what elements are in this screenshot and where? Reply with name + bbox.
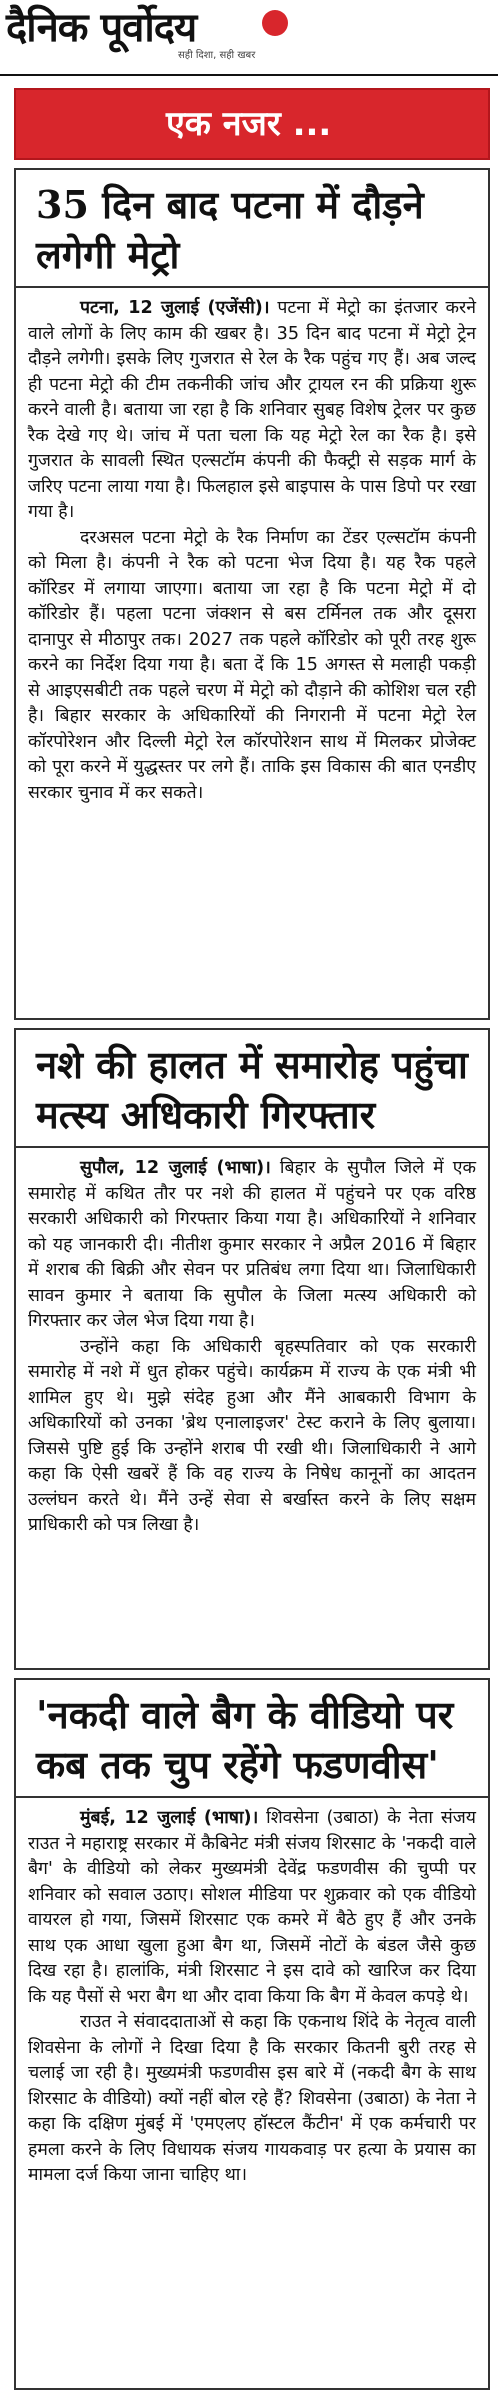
story-cash-bag-video — [14, 1678, 490, 2390]
story-headline: 'नकदी वाले बैग के वीडियो पर कब तक चुप रहेंगे फडणवीस' — [16, 1680, 488, 1798]
story-fisheries-officer — [14, 1028, 490, 1670]
story-paragraph — [28, 1156, 476, 1335]
masthead-divider — [0, 74, 498, 76]
story-dateline: मुंबई, 12 जुलाई (भाषा)। — [80, 1808, 259, 1828]
story-lead-text: शिवसेना (उबाठा) के नेता संजय राउत ने महाराष्ट्र सरकार में कैबिनेट मंत्री संजय शिरसाट के 'नकदी वाले बैग' के वीडियो को लेकर मुख्यमंत्री देवेंद्र फडणवीस की चुप्पी पर शनिवार को सवाल उठाए। सोशल मीडिया पर शुक्रवार को एक वीडियो वायरल हो गया, जिसमें शिरसाट एक कमरे में बैठे हुए हैं और उनके साथ एक आधा खुला हुआ बैग था, जिसमें नोटों के बंडल जैसे कुछ दिख रहा है। हालांकि, मंत्री शिरसाट ने इस दावे को खारिज कर दिया कि यह पैसों से भरा बैग था और दावा किया कि बैग में केवल कपड़े थे। — [28, 1808, 476, 2007]
story-body — [16, 288, 488, 816]
story-body — [16, 1148, 488, 1549]
story-body — [16, 1798, 488, 2199]
story-headline: नशे की हालत में समारोह पहुंचा मत्स्य अधिकारी गिरफ्तार — [16, 1030, 488, 1148]
section-banner-text: एक नजर ... — [166, 104, 332, 144]
masthead-logo-icon — [262, 10, 288, 36]
story-headline: 35 दिन बाद पटना में दौड़ने लगेगी मेट्रो — [16, 170, 488, 288]
section-banner — [14, 88, 490, 160]
story-paragraph — [28, 1806, 476, 2010]
story-metro — [14, 168, 490, 1020]
story-paragraph: दरअसल पटना मेट्रो के रैक निर्माण का टेंडर एल्सटॉम कंपनी को मिला है। कंपनी ने रैक को पटना भेज दिया है। यह रैक पहले कॉरिडर में लगाया जाएगा। बताया जा रहा है कि पटना मेट्रो में दो कॉरिडोर हैं। पहला पटना जंक्शन से बस टर्मिनल तक और दूसरा दानापुर से मीठापुर तक। 2027 तक पहले कॉरिडोर को पूरी तरह शुरू करने का निर्देश दिया गया है। बता दें कि 15 अगस्त से मलाही पकड़ी से आइएसबीटी तक पहले चरण में मेट्रो को दौड़ाने की कोशिश चल रही है। बिहार सरकार के अधिकारियों की निगरानी में पटना मेट्रो रेल कॉरपोरेशन और दिल्ली मेट्रो रेल कॉरपोरेशन साथ में मिलकर प्रोजेक्ट को पूरा करने में युद्धस्तर पर लगे हैं। ताकि इस विकास की बात एनडीए सरकार चुनाव में कर सकते। — [28, 527, 476, 803]
masthead-tagline: सही दिशा, सही खबर — [178, 50, 256, 61]
story-paragraph: उन्होंने कहा कि अधिकारी बृहस्पतिवार को एक सरकारी समारोह में नशे में धुत होकर पहुंचे। कार्यक्रम में राज्य के एक मंत्री भी शामिल हुए थे। मुझे संदेह हुआ और मैंने आबकारी विभाग के अधिकारियों को उनका 'ब्रेथ एनालाइजर' टेस्ट कराने के लिए बुलाया। जिससे पुष्टि हुई कि उन्होंने शराब पी रखी थी। जिलाधिकारी ने आगे कहा कि ऐसी खबरें हैं कि वह राज्य के निषेध कानूनों का आदतन उल्लंघन करते थे। मैंने उन्हें सेवा से बर्खास्त करने के लिए सक्षम प्राधिकारी को पत्र लिखा है। — [28, 1336, 476, 1535]
story-lead-text: बिहार के सुपौल जिले में एक समारोह में कथित तौर पर नशे की हालत में पहुंचने पर एक वरिष्ठ सरकारी अधिकारी को गिरफ्तार किया गया है। अधिकारियों ने शनिवार को यह जानकारी दी। नीतीश कुमार सरकार ने अप्रैल 2016 में बिहार में शराब की बिक्री और सेवन पर प्रतिबंध लगा दिया था। जिलाधिकारी सावन कुमार ने बताया कि सुपौल के जिला मत्स्य अधिकारी को गिरफ्तार कर जेल भेज दिया गया है। — [28, 1158, 476, 1331]
story-lead-text: पटना में मेट्रो का इंतजार करने वाले लोगों के लिए काम की खबर है। 35 दिन बाद पटना में मेट्रो ट्रेन दौड़ने लगेगी। इसके लिए गुजरात से रेल के रैक पहुंच गए हैं। अब जल्द ही पटना मेट्रो की टीम तकनीकी जांच और ट्रायल रन की प्रक्रिया शुरू करने वाली है। बताया जा रहा है कि शनिवार सुबह विशेष ट्रेलर पर कुछ रैक देखे गए थे। जांच में पता चला कि यह मेट्रो रेल का रैक है। इसे गुजरात के सावली स्थित एल्सटॉम कंपनी की फैक्ट्री से सड़क मार्ग के जरिए पटना लाया गया है। फिलहाल इसे बाइपास के पास डिपो पर रखा गया है। — [28, 298, 476, 522]
story-paragraph: राउत ने संवाददाताओं से कहा कि एकनाथ शिंदे के नेतृत्व वाली शिवसेना के लोगों ने दिखा दिया है कि सरकार कितनी बुरी तरह से चलाई जा रही है। मुख्यमंत्री फडणवीस इस बारे में (नकदी बैग के साथ शिरसाट के वीडियो) क्यों नहीं बोल रहे हैं? शिवसेना (उबाठा) के नेता ने कहा कि दक्षिण मुंबई में 'एमएलए हॉस्टल कैंटीन' में एक कर्मचारी पर हमला करने के लिए विधायक संजय गायकवाड़ पर हत्या के प्रयास का मामला दर्ज किया जाना चाहिए था। — [28, 2012, 476, 2185]
masthead — [0, 0, 498, 78]
newspaper-title: दैनिक पूर्वोदय — [6, 4, 197, 51]
story-dateline: पटना, 12 जुलाई (एजेंसी)। — [80, 298, 270, 318]
story-dateline: सुपौल, 12 जुलाई (भाषा)। — [80, 1158, 271, 1178]
story-paragraph — [28, 296, 476, 526]
